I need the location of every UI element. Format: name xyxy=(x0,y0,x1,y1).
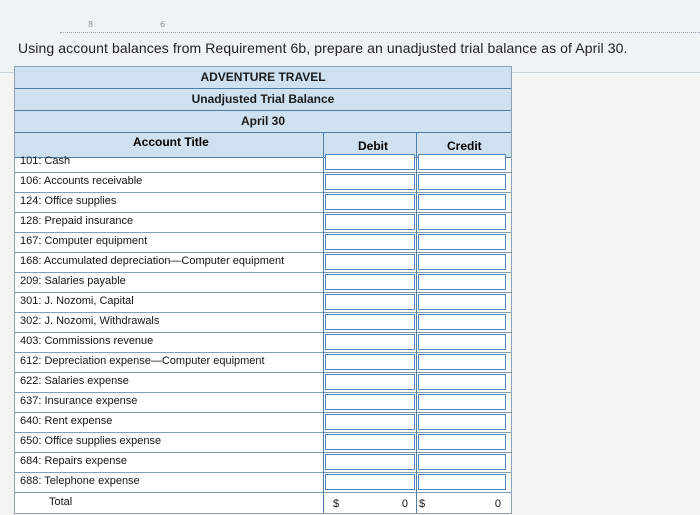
column-divider xyxy=(416,133,417,513)
debit-input[interactable] xyxy=(325,434,415,450)
debit-input[interactable] xyxy=(325,154,415,170)
debit-input[interactable] xyxy=(325,254,415,270)
account-title: 650: Office supplies expense xyxy=(20,435,162,447)
account-title: 106: Accounts receivable xyxy=(20,175,143,187)
ruler-mark: 8 xyxy=(88,20,94,29)
account-title: 168: Accumulated depreciation—Computer equipment xyxy=(20,255,285,267)
instruction-bar xyxy=(0,0,700,73)
account-title: 637: Insurance expense xyxy=(20,395,138,407)
credit-input[interactable] xyxy=(418,234,506,250)
account-row xyxy=(15,252,511,273)
credit-input[interactable] xyxy=(418,194,506,210)
total-debit-value: 0 xyxy=(401,498,408,510)
credit-input[interactable] xyxy=(418,174,506,190)
account-row xyxy=(15,332,511,353)
account-title: 128: Prepaid insurance xyxy=(20,215,134,227)
credit-input[interactable] xyxy=(418,274,506,290)
total-credit-symbol: $ xyxy=(419,498,426,510)
column-header-credit: Credit xyxy=(447,139,482,153)
account-row xyxy=(15,412,511,433)
debit-input[interactable] xyxy=(325,334,415,350)
debit-input[interactable] xyxy=(325,294,415,310)
debit-input[interactable] xyxy=(325,214,415,230)
account-title: 403: Commissions revenue xyxy=(20,335,154,347)
account-title: 684: Repairs expense xyxy=(20,455,128,467)
credit-input[interactable] xyxy=(418,434,506,450)
account-title: 302: J. Nozomi, Withdrawals xyxy=(20,315,160,327)
credit-input[interactable] xyxy=(418,414,506,430)
statement-date: April 30 xyxy=(15,111,511,133)
credit-input[interactable] xyxy=(418,394,506,410)
account-row xyxy=(15,192,511,213)
credit-input[interactable] xyxy=(418,474,506,490)
account-row xyxy=(15,172,511,193)
account-title: 209: Salaries payable xyxy=(20,275,126,287)
account-title: 301: J. Nozomi, Capital xyxy=(20,295,134,307)
account-title: 124: Office supplies xyxy=(20,195,117,207)
credit-input[interactable] xyxy=(418,294,506,310)
credit-input[interactable] xyxy=(418,354,506,370)
account-row xyxy=(15,232,511,253)
account-title: 167: Computer equipment xyxy=(20,235,148,247)
trial-balance-table xyxy=(14,66,512,514)
account-row xyxy=(15,452,511,473)
credit-input[interactable] xyxy=(418,334,506,350)
account-row xyxy=(15,432,511,453)
column-header-debit: Debit xyxy=(358,139,388,153)
debit-input[interactable] xyxy=(325,194,415,210)
debit-input[interactable] xyxy=(325,394,415,410)
debit-input[interactable] xyxy=(325,274,415,290)
account-row xyxy=(15,292,511,313)
column-header-account-title: Account Title xyxy=(133,135,209,149)
credit-input[interactable] xyxy=(418,314,506,330)
account-row xyxy=(15,352,511,373)
ruler-mark: 6 xyxy=(160,20,166,29)
account-row xyxy=(15,212,511,233)
account-row xyxy=(15,372,511,393)
account-title: 612: Depreciation expense—Computer equipment xyxy=(20,355,265,367)
debit-input[interactable] xyxy=(325,414,415,430)
total-row xyxy=(15,493,511,513)
statement-title: Unadjusted Trial Balance xyxy=(15,89,511,111)
debit-input[interactable] xyxy=(325,314,415,330)
credit-input[interactable] xyxy=(418,454,506,470)
debit-input[interactable] xyxy=(325,374,415,390)
total-credit-value: 0 xyxy=(494,498,501,510)
account-row xyxy=(15,152,511,173)
account-row xyxy=(15,392,511,413)
debit-input[interactable] xyxy=(325,354,415,370)
credit-input[interactable] xyxy=(418,374,506,390)
account-row xyxy=(15,272,511,293)
total-debit-symbol: $ xyxy=(333,498,340,510)
account-title: 101: Cash xyxy=(20,155,71,167)
debit-input[interactable] xyxy=(325,454,415,470)
credit-input[interactable] xyxy=(418,214,506,230)
account-title: 622: Salaries expense xyxy=(20,375,129,387)
debit-input[interactable] xyxy=(325,234,415,250)
credit-input[interactable] xyxy=(418,254,506,270)
instruction-text: Using account balances from Requirement 6b, prepare an unadjusted trial balance as of April 30. xyxy=(18,40,628,56)
company-name: ADVENTURE TRAVEL xyxy=(15,67,511,89)
account-row xyxy=(15,312,511,333)
account-title: 688: Telephone expense xyxy=(20,475,140,487)
ruler xyxy=(60,18,700,33)
account-title: 640: Rent expense xyxy=(20,415,113,427)
credit-input[interactable] xyxy=(418,154,506,170)
total-label: Total xyxy=(49,496,73,508)
column-divider xyxy=(323,133,324,513)
debit-input[interactable] xyxy=(325,174,415,190)
debit-input[interactable] xyxy=(325,474,415,490)
account-row xyxy=(15,472,511,493)
